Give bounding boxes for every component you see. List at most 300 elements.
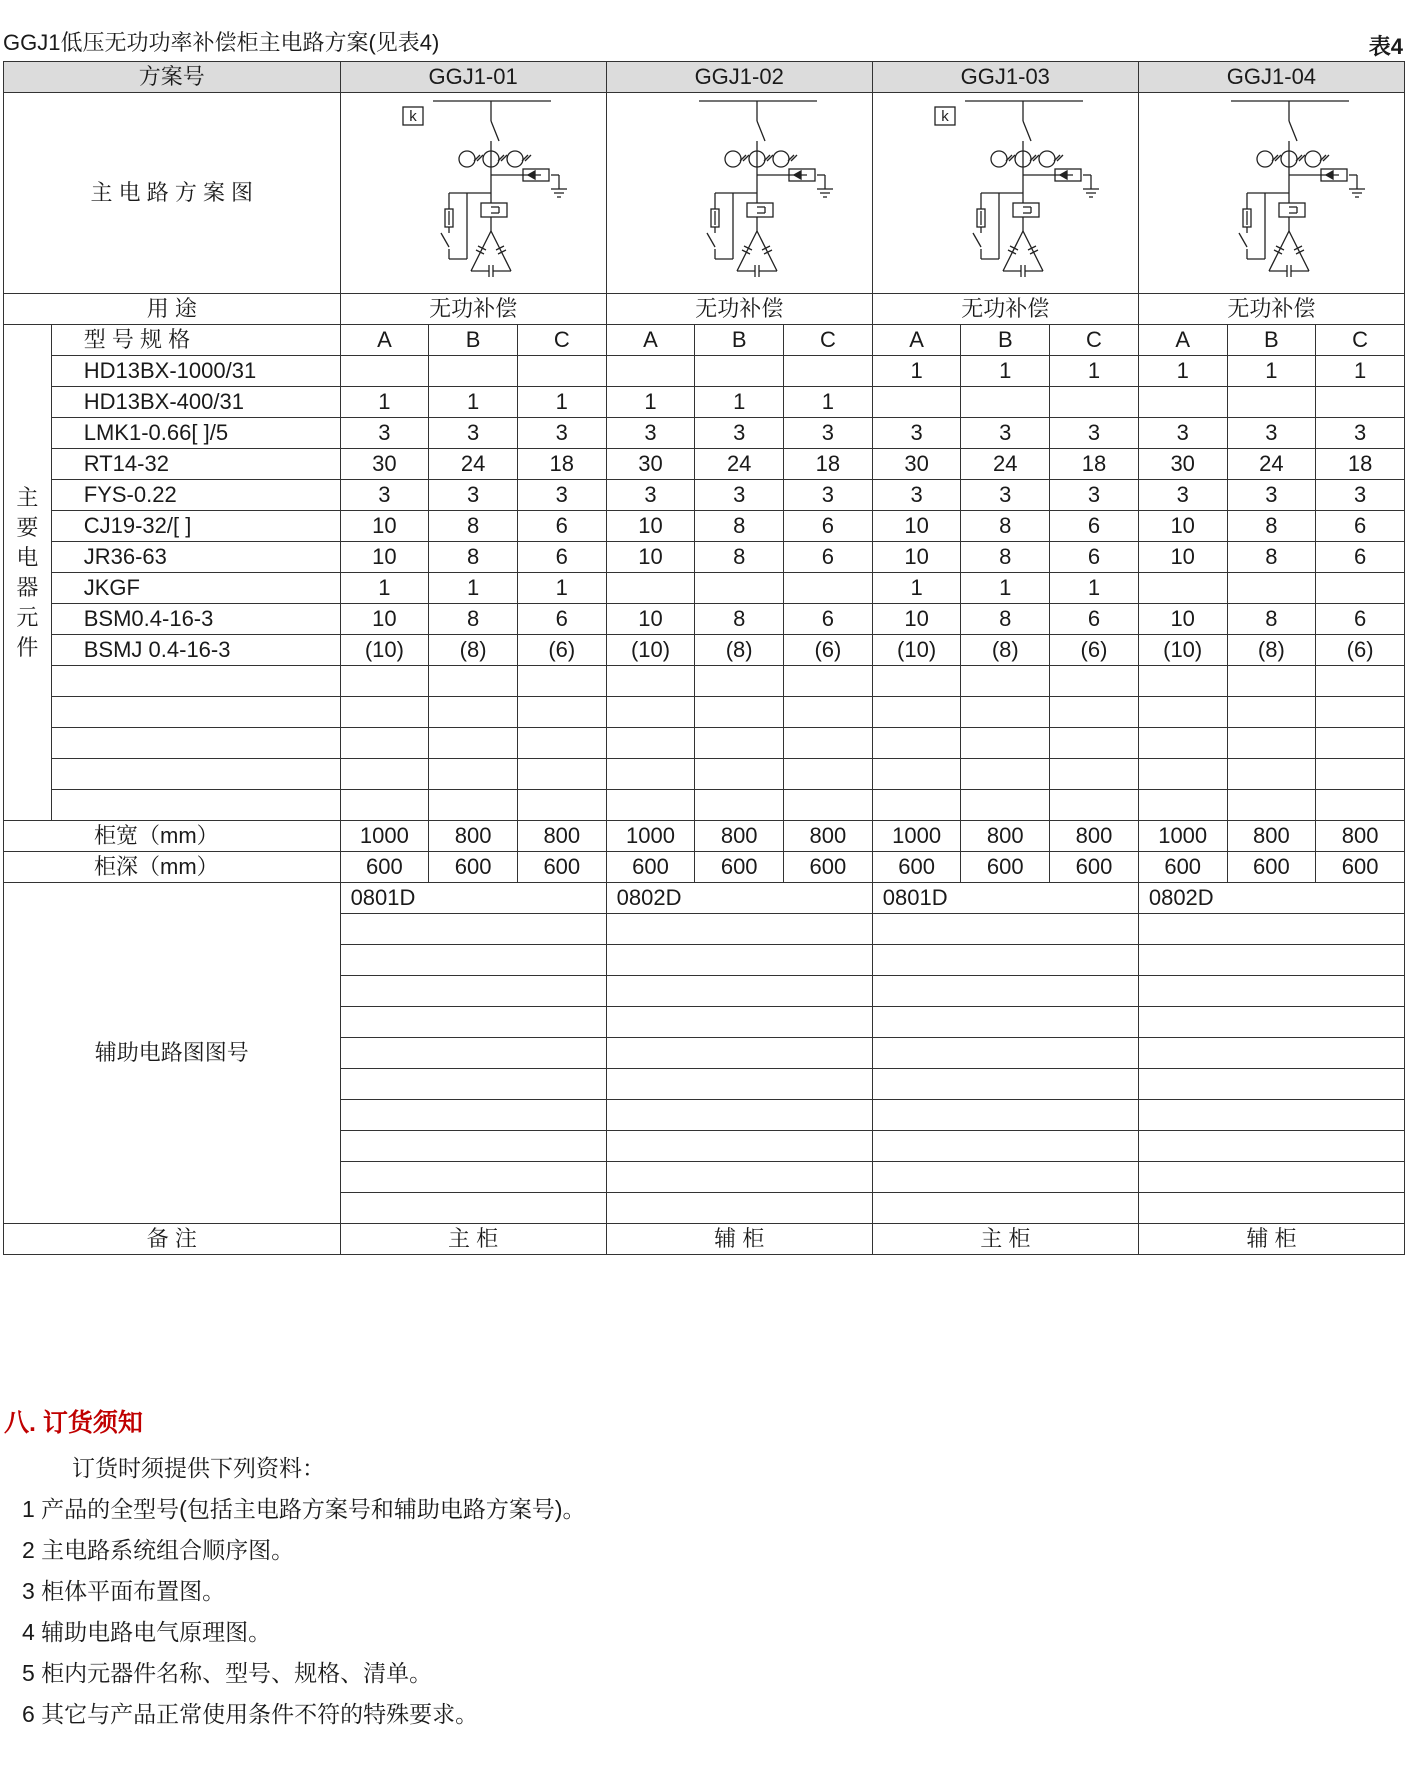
aux-circuit-code <box>1138 1100 1404 1131</box>
variant-cell: C <box>517 325 606 356</box>
aux-circuit-code <box>872 945 1138 976</box>
cabinet-depth-row <box>4 852 1405 883</box>
scheme-ggj1-04: GGJ1-04 <box>1138 62 1404 93</box>
circuit-diagram-svg <box>895 93 1115 293</box>
aux-circuit-label: 辅助电路图图号 <box>4 883 341 1224</box>
aux-circuit-code <box>340 1100 606 1131</box>
component-qty <box>517 356 606 387</box>
component-qty <box>1138 387 1227 418</box>
empty-cell <box>517 728 606 759</box>
component-qty: 18 <box>784 449 873 480</box>
component-qty: 1 <box>1050 356 1139 387</box>
component-qty: (8) <box>429 635 518 666</box>
component-qty: 8 <box>429 511 518 542</box>
component-qty: 6 <box>1050 542 1139 573</box>
empty-cell <box>695 666 784 697</box>
group-label-char: 电 <box>16 544 39 570</box>
component-qty: 1 <box>429 573 518 604</box>
component-qty: 1 <box>872 356 961 387</box>
component-qty: 1 <box>872 573 961 604</box>
group-label-char: 元 <box>16 604 39 630</box>
component-qty: 8 <box>429 604 518 635</box>
variant-cell: B <box>961 325 1050 356</box>
empty-cell <box>51 759 340 790</box>
cabinet-width-value: 800 <box>1050 821 1139 852</box>
empty-component-row <box>4 666 1405 697</box>
component-row <box>4 449 1405 480</box>
empty-cell <box>1316 759 1405 790</box>
variant-cell: A <box>606 325 695 356</box>
component-qty <box>1050 387 1139 418</box>
component-qty <box>1316 387 1405 418</box>
component-qty <box>1316 573 1405 604</box>
empty-cell <box>695 759 784 790</box>
aux-circuit-code <box>606 1131 872 1162</box>
empty-cell <box>784 666 873 697</box>
aux-circuit-code <box>1138 1069 1404 1100</box>
ordering-intro: 订货时须提供下列资料： <box>72 1455 325 1481</box>
aux-circuit-code <box>1138 914 1404 945</box>
component-qty: 24 <box>1227 449 1316 480</box>
cabinet-depth-value: 600 <box>1050 852 1139 883</box>
component-name: CJ19-32/[ ] <box>51 511 340 542</box>
component-name: BSMJ 0.4-16-3 <box>51 635 340 666</box>
cabinet-depth-value: 600 <box>784 852 873 883</box>
component-qty: 6 <box>784 542 873 573</box>
empty-cell <box>51 666 340 697</box>
component-qty: 1 <box>517 573 606 604</box>
component-qty: 3 <box>1138 418 1227 449</box>
component-qty: 8 <box>695 542 784 573</box>
component-qty: 1 <box>517 387 606 418</box>
component-qty: 10 <box>340 542 429 573</box>
component-qty: 8 <box>1227 604 1316 635</box>
aux-circuit-code <box>606 976 872 1007</box>
component-qty: 3 <box>872 418 961 449</box>
empty-cell <box>606 790 695 821</box>
aux-circuit-code <box>872 1193 1138 1224</box>
empty-cell <box>517 790 606 821</box>
component-qty: 8 <box>1227 542 1316 573</box>
aux-circuit-code <box>606 1193 872 1224</box>
empty-cell <box>784 759 873 790</box>
cabinet-depth-value: 600 <box>606 852 695 883</box>
component-row <box>4 480 1405 511</box>
aux-circuit-code <box>606 1162 872 1193</box>
component-qty: 8 <box>429 542 518 573</box>
component-qty: 30 <box>1138 449 1227 480</box>
aux-circuit-code <box>340 1193 606 1224</box>
circuit-diagram-svg <box>1161 93 1381 293</box>
component-qty: 8 <box>695 604 784 635</box>
ordering-item: 1 产品的全型号(包括主电路方案号和辅助电路方案号)。 <box>22 1496 586 1522</box>
component-qty: 1 <box>784 387 873 418</box>
component-row <box>4 542 1405 573</box>
empty-cell <box>51 790 340 821</box>
aux-circuit-code <box>606 1007 872 1038</box>
component-row <box>4 573 1405 604</box>
svg-text:k: k <box>941 108 950 125</box>
component-qty: (8) <box>961 635 1050 666</box>
empty-cell <box>1316 790 1405 821</box>
usage-cell: 无功补偿 <box>340 294 606 325</box>
empty-cell <box>872 728 961 759</box>
circuit-diagram-02 <box>606 93 872 294</box>
component-qty <box>784 573 873 604</box>
aux-circuit-code <box>1138 1007 1404 1038</box>
aux-circuit-code <box>1138 1131 1404 1162</box>
empty-cell <box>340 759 429 790</box>
component-name: BSM0.4-16-3 <box>51 604 340 635</box>
document-title: GGJ1低压无功功率补偿柜主电路方案(见表4) <box>3 30 440 55</box>
component-qty <box>1227 573 1316 604</box>
empty-cell <box>961 697 1050 728</box>
cabinet-depth-value: 600 <box>872 852 961 883</box>
variant-cell: A <box>340 325 429 356</box>
component-qty: 10 <box>340 511 429 542</box>
empty-cell <box>961 728 1050 759</box>
component-qty: 1 <box>429 387 518 418</box>
empty-cell <box>51 697 340 728</box>
component-qty: 10 <box>1138 542 1227 573</box>
cabinet-depth-value: 600 <box>429 852 518 883</box>
aux-circuit-code <box>340 1162 606 1193</box>
cabinet-width-value: 800 <box>695 821 784 852</box>
aux-circuit-code: 0802D <box>606 883 872 914</box>
component-row <box>4 511 1405 542</box>
empty-cell <box>695 697 784 728</box>
empty-cell <box>695 790 784 821</box>
component-qty: (10) <box>340 635 429 666</box>
empty-cell <box>961 666 1050 697</box>
component-qty <box>961 387 1050 418</box>
group-label-char: 主 <box>16 484 39 510</box>
variant-cell: C <box>784 325 873 356</box>
empty-component-row <box>4 697 1405 728</box>
empty-cell <box>872 697 961 728</box>
group-label-char: 器 <box>16 574 39 600</box>
empty-cell <box>1050 790 1139 821</box>
component-qty: 8 <box>695 511 784 542</box>
diagram-row <box>4 93 1405 294</box>
component-qty: 1 <box>961 356 1050 387</box>
variant-cell: B <box>1227 325 1316 356</box>
scheme-header-row <box>4 62 1405 93</box>
aux-circuit-code <box>340 945 606 976</box>
component-name: HD13BX-400/31 <box>51 387 340 418</box>
component-qty <box>695 573 784 604</box>
component-qty: 6 <box>784 604 873 635</box>
empty-cell <box>1227 666 1316 697</box>
empty-cell <box>872 666 961 697</box>
component-qty: (6) <box>784 635 873 666</box>
component-row <box>4 604 1405 635</box>
component-qty: 3 <box>429 418 518 449</box>
aux-circuit-code <box>606 945 872 976</box>
empty-component-row <box>4 759 1405 790</box>
component-qty: 10 <box>872 604 961 635</box>
cabinet-depth-label: 柜深（mm） <box>4 852 341 883</box>
empty-cell <box>1050 759 1139 790</box>
aux-circuit-code <box>1138 1193 1404 1224</box>
variant-cell: B <box>429 325 518 356</box>
component-qty: 3 <box>1227 480 1316 511</box>
component-name: JKGF <box>51 573 340 604</box>
component-qty <box>1227 387 1316 418</box>
component-qty: (8) <box>695 635 784 666</box>
component-qty: 24 <box>695 449 784 480</box>
empty-cell <box>1227 790 1316 821</box>
component-qty: 1 <box>1316 356 1405 387</box>
remark-value: 辅 柜 <box>1138 1224 1404 1255</box>
cabinet-width-label: 柜宽（mm） <box>4 821 341 852</box>
cabinet-depth-value: 600 <box>340 852 429 883</box>
aux-circuit-code <box>340 976 606 1007</box>
component-qty: 3 <box>1316 418 1405 449</box>
aux-circuit-code <box>872 1100 1138 1131</box>
empty-cell <box>429 697 518 728</box>
ordering-item: 6 其它与产品正常使用条件不符的特殊要求。 <box>22 1701 479 1727</box>
empty-cell <box>606 697 695 728</box>
ordering-item: 2 主电路系统组合顺序图。 <box>22 1537 295 1563</box>
empty-cell <box>1138 790 1227 821</box>
scheme-ggj1-03: GGJ1-03 <box>872 62 1138 93</box>
circuit-diagram-04 <box>1138 93 1404 294</box>
remark-value: 辅 柜 <box>606 1224 872 1255</box>
component-qty: 1 <box>340 387 429 418</box>
component-qty: 10 <box>606 604 695 635</box>
component-qty: 6 <box>1316 604 1405 635</box>
empty-cell <box>872 790 961 821</box>
usage-cell: 无功补偿 <box>872 294 1138 325</box>
component-qty: 10 <box>1138 511 1227 542</box>
component-qty: 3 <box>340 418 429 449</box>
aux-circuit-code <box>872 976 1138 1007</box>
component-row <box>4 635 1405 666</box>
component-qty: (6) <box>1316 635 1405 666</box>
aux-circuit-code <box>872 1162 1138 1193</box>
component-row <box>4 387 1405 418</box>
component-qty: 10 <box>340 604 429 635</box>
cabinet-depth-value: 600 <box>695 852 784 883</box>
empty-cell <box>429 728 518 759</box>
empty-component-row <box>4 728 1405 759</box>
scheme-label: 方案号 <box>4 62 341 93</box>
component-qty <box>1138 573 1227 604</box>
component-qty: 8 <box>1227 511 1316 542</box>
component-qty: 6 <box>784 511 873 542</box>
empty-cell <box>784 697 873 728</box>
component-qty: 3 <box>340 480 429 511</box>
component-qty: 3 <box>872 480 961 511</box>
component-qty: (6) <box>1050 635 1139 666</box>
aux-circuit-code <box>872 1069 1138 1100</box>
component-qty: 1 <box>1138 356 1227 387</box>
cabinet-width-value: 800 <box>1316 821 1405 852</box>
component-qty: 8 <box>961 511 1050 542</box>
component-qty: 3 <box>1316 480 1405 511</box>
component-name: JR36-63 <box>51 542 340 573</box>
component-qty: 3 <box>961 418 1050 449</box>
empty-cell <box>1316 728 1405 759</box>
variant-cell: C <box>1050 325 1139 356</box>
component-qty: 3 <box>961 480 1050 511</box>
empty-cell <box>1050 728 1139 759</box>
cabinet-width-value: 800 <box>784 821 873 852</box>
aux-circuit-row <box>4 883 1405 914</box>
component-qty: 6 <box>1050 604 1139 635</box>
component-qty: (6) <box>517 635 606 666</box>
cabinet-depth-value: 600 <box>1138 852 1227 883</box>
aux-circuit-code: 0801D <box>340 883 606 914</box>
component-qty: (10) <box>1138 635 1227 666</box>
component-qty <box>784 356 873 387</box>
aux-circuit-code <box>606 1069 872 1100</box>
aux-circuit-code <box>1138 976 1404 1007</box>
empty-cell <box>1227 759 1316 790</box>
aux-circuit-code <box>340 1131 606 1162</box>
cabinet-depth-value: 600 <box>1227 852 1316 883</box>
ordering-item: 3 柜体平面布置图。 <box>22 1578 226 1604</box>
component-qty: 30 <box>340 449 429 480</box>
component-qty: 10 <box>872 511 961 542</box>
component-qty <box>429 356 518 387</box>
empty-cell <box>606 759 695 790</box>
component-qty: 1 <box>1227 356 1316 387</box>
aux-circuit-code <box>872 1131 1138 1162</box>
aux-circuit-code <box>606 914 872 945</box>
cabinet-width-value: 1000 <box>1138 821 1227 852</box>
empty-cell <box>1050 666 1139 697</box>
table-number: 表4 <box>1368 34 1403 59</box>
variant-cell: C <box>1316 325 1405 356</box>
component-row <box>4 356 1405 387</box>
empty-cell <box>784 728 873 759</box>
empty-cell <box>517 759 606 790</box>
empty-component-row <box>4 790 1405 821</box>
component-qty: 3 <box>429 480 518 511</box>
component-qty: 3 <box>1227 418 1316 449</box>
component-qty: 3 <box>606 418 695 449</box>
component-name: LMK1-0.66[ ]/5 <box>51 418 340 449</box>
empty-cell <box>429 790 518 821</box>
component-qty: 6 <box>517 511 606 542</box>
component-qty: 18 <box>1316 449 1405 480</box>
aux-circuit-code <box>340 1038 606 1069</box>
empty-cell <box>1227 697 1316 728</box>
group-label-char: 件 <box>16 634 39 660</box>
component-qty: 8 <box>961 542 1050 573</box>
component-qty <box>340 356 429 387</box>
component-qty: 3 <box>606 480 695 511</box>
component-qty: 8 <box>961 604 1050 635</box>
component-qty: 24 <box>429 449 518 480</box>
component-row <box>4 418 1405 449</box>
ordering-item: 4 辅助电路电气原理图。 <box>22 1619 272 1645</box>
component-name: RT14-32 <box>51 449 340 480</box>
component-qty <box>872 387 961 418</box>
aux-circuit-code <box>606 1100 872 1131</box>
aux-circuit-code <box>1138 1162 1404 1193</box>
component-qty: 30 <box>606 449 695 480</box>
cabinet-width-value: 800 <box>961 821 1050 852</box>
aux-circuit-code: 0802D <box>1138 883 1404 914</box>
empty-cell <box>872 759 961 790</box>
component-qty: 3 <box>784 480 873 511</box>
empty-cell <box>1138 666 1227 697</box>
empty-cell <box>1316 666 1405 697</box>
component-qty: 18 <box>517 449 606 480</box>
svg-text:k: k <box>409 108 417 125</box>
empty-cell <box>340 697 429 728</box>
main-components-group-label <box>4 325 52 821</box>
aux-circuit-code <box>872 1038 1138 1069</box>
variant-cell: A <box>872 325 961 356</box>
usage-label: 用 途 <box>4 294 341 325</box>
cabinet-width-value: 800 <box>429 821 518 852</box>
usage-row <box>4 294 1405 325</box>
component-qty: 3 <box>1050 418 1139 449</box>
empty-cell <box>961 759 1050 790</box>
empty-cell <box>340 790 429 821</box>
cabinet-width-value: 800 <box>1227 821 1316 852</box>
circuit-diagram-svg <box>629 93 849 293</box>
variant-cell: A <box>1138 325 1227 356</box>
component-qty: (8) <box>1227 635 1316 666</box>
empty-cell <box>1138 759 1227 790</box>
component-qty: 1 <box>340 573 429 604</box>
empty-cell <box>606 666 695 697</box>
cabinet-width-row <box>4 821 1405 852</box>
empty-cell <box>1316 697 1405 728</box>
component-qty: 10 <box>872 542 961 573</box>
remark-value: 主 柜 <box>340 1224 606 1255</box>
remarks-row <box>4 1224 1405 1255</box>
component-qty: 6 <box>1050 511 1139 542</box>
component-qty: 24 <box>961 449 1050 480</box>
component-qty: 10 <box>606 542 695 573</box>
component-qty: 3 <box>517 418 606 449</box>
component-qty: 1 <box>695 387 784 418</box>
variant-cell: B <box>695 325 784 356</box>
scheme-table <box>3 61 1405 1255</box>
component-qty: 6 <box>517 542 606 573</box>
component-qty: 3 <box>784 418 873 449</box>
empty-cell <box>340 728 429 759</box>
cabinet-width-value: 1000 <box>872 821 961 852</box>
aux-circuit-code <box>1138 1038 1404 1069</box>
component-qty <box>606 356 695 387</box>
cabinet-width-value: 1000 <box>340 821 429 852</box>
empty-cell <box>51 728 340 759</box>
empty-cell <box>1138 697 1227 728</box>
aux-circuit-code <box>340 914 606 945</box>
empty-cell <box>1050 697 1139 728</box>
component-name: HD13BX-1000/31 <box>51 356 340 387</box>
component-qty: 3 <box>695 480 784 511</box>
component-qty: 1 <box>1050 573 1139 604</box>
spec-label: 型 号 规 格 <box>51 325 340 356</box>
component-qty: 1 <box>606 387 695 418</box>
diagram-label: 主 电 路 方 案 图 <box>4 93 341 294</box>
scheme-ggj1-02: GGJ1-02 <box>606 62 872 93</box>
aux-circuit-code <box>872 914 1138 945</box>
component-qty <box>695 356 784 387</box>
circuit-diagram-svg <box>363 93 583 293</box>
component-qty: 10 <box>1138 604 1227 635</box>
component-qty: 6 <box>1316 511 1405 542</box>
cabinet-depth-value: 600 <box>961 852 1050 883</box>
